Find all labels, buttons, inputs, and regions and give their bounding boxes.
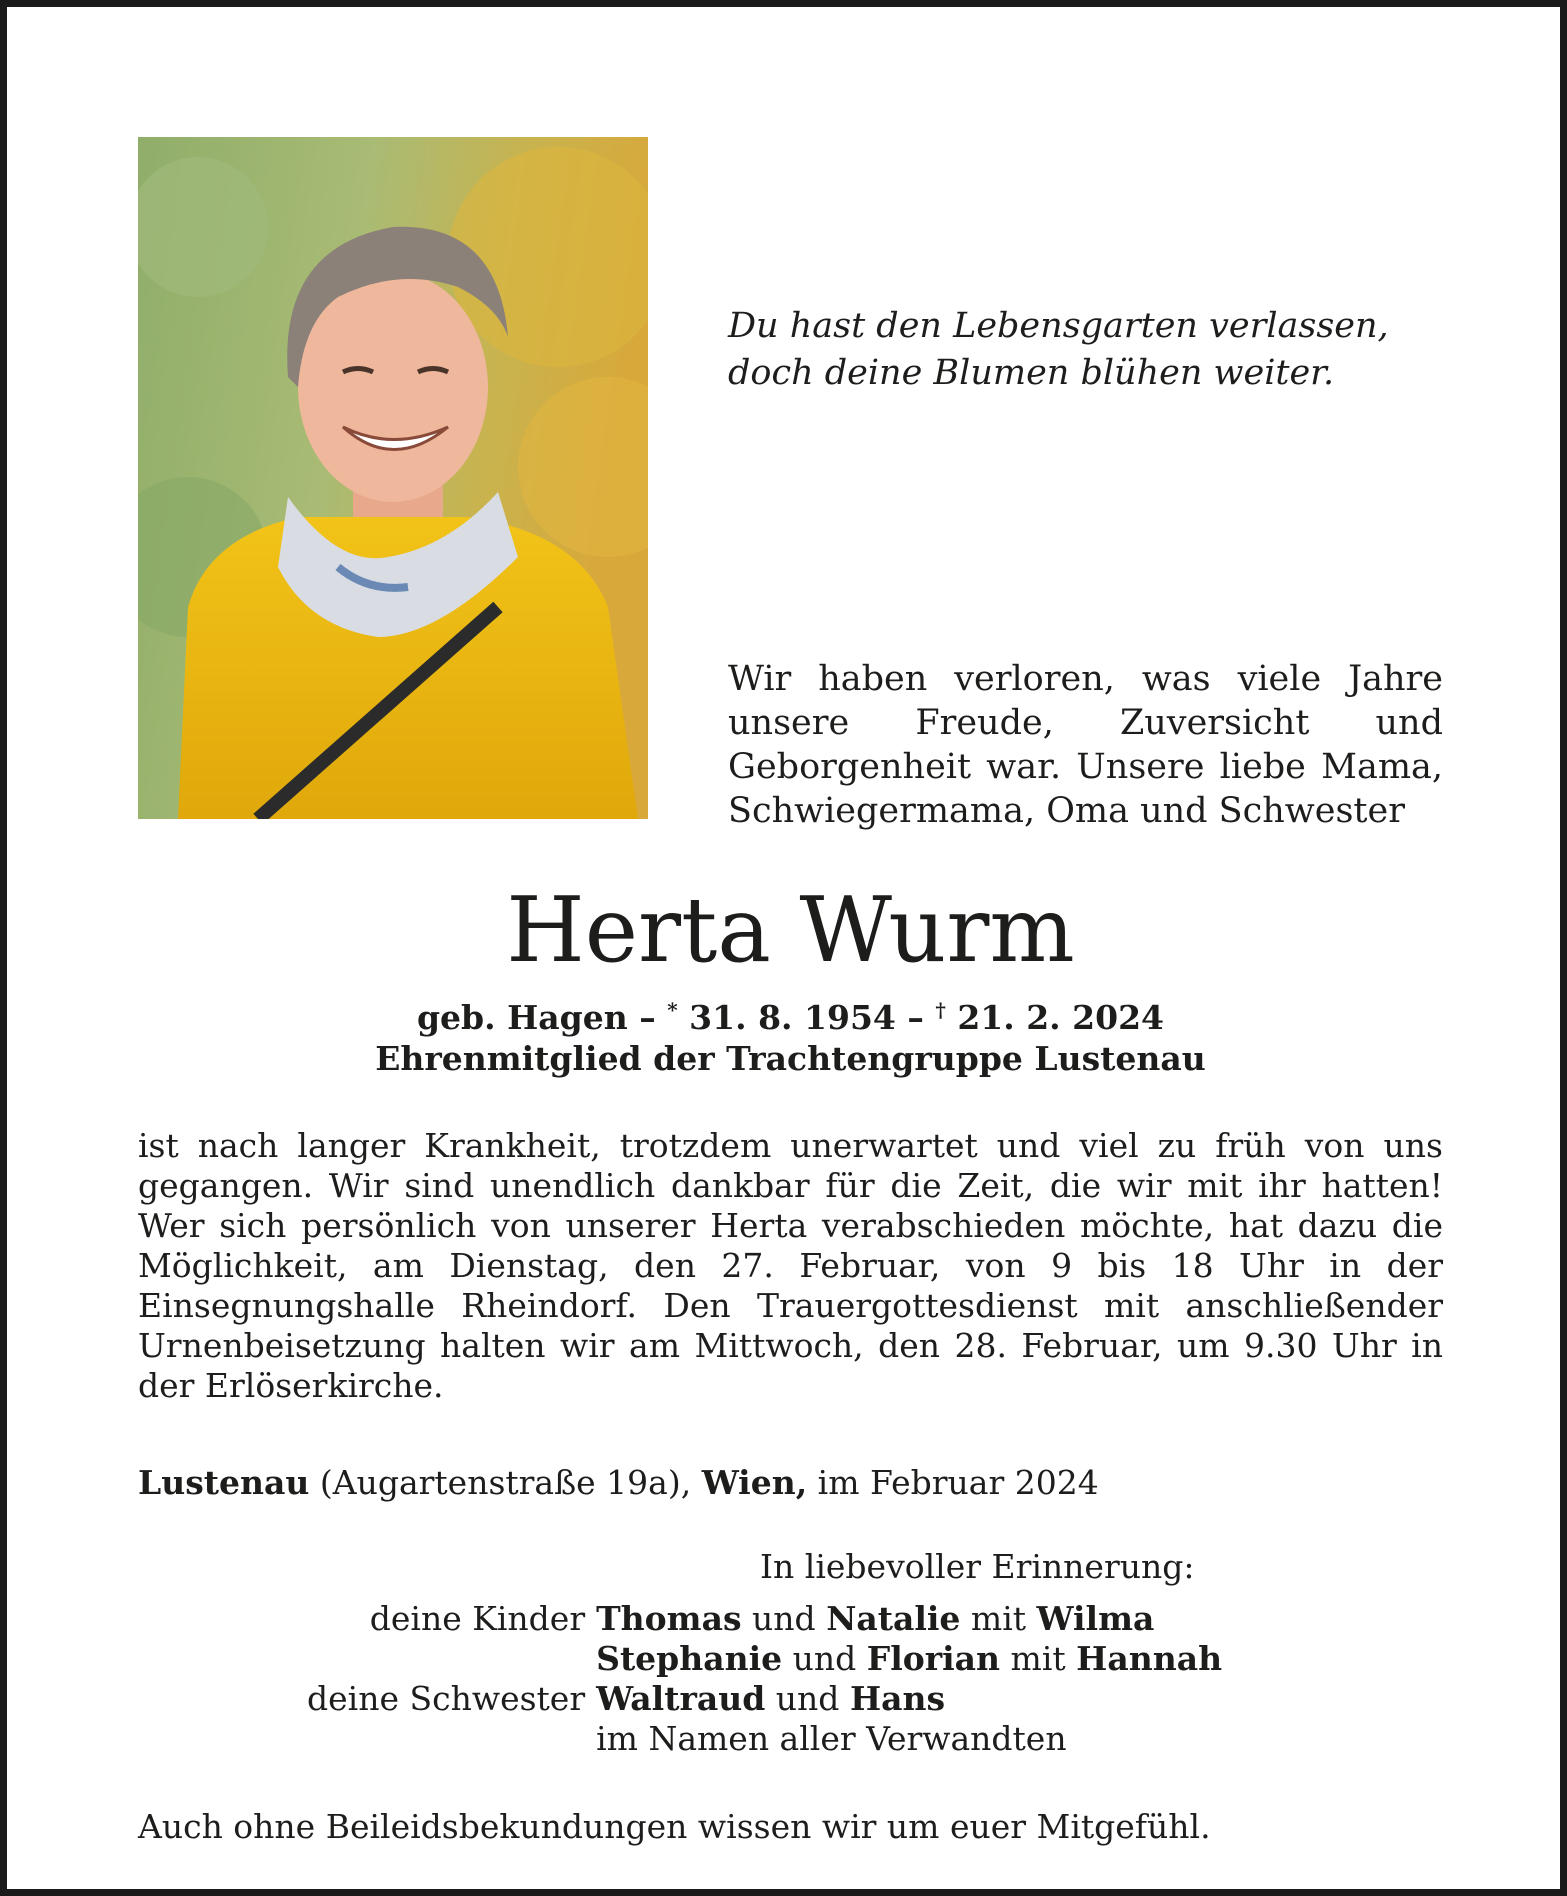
death-date: 21. 2. 2024 bbox=[945, 998, 1165, 1037]
verse-line: Du hast den Lebensgarten verlassen, bbox=[728, 306, 1389, 346]
survivor-names: Waltraud und Hans bbox=[596, 1679, 946, 1718]
survivor-row bbox=[307, 1679, 1222, 1719]
verse-line: doch deine Blumen blühen weiter. bbox=[728, 353, 1335, 393]
birth-symbol: * bbox=[667, 998, 678, 1022]
membership-line: Ehrenmitglied der Trachtengruppe Lustenau bbox=[375, 1039, 1206, 1078]
portrait-icon bbox=[138, 137, 648, 819]
role-sister: deine Schwester bbox=[307, 1679, 586, 1718]
relatives-line: im Namen aller Verwandten bbox=[596, 1719, 1067, 1758]
survivor-names: Thomas und Natalie mit Wilma bbox=[596, 1599, 1155, 1638]
place-date-line bbox=[138, 1463, 1099, 1503]
birth-date: 31. 8. 1954 bbox=[677, 998, 896, 1037]
city-wien: Wien, bbox=[701, 1463, 808, 1502]
portrait-photo bbox=[138, 137, 648, 819]
address: (Augartenstraße 19a), bbox=[309, 1463, 702, 1502]
notice-body: ist nach langer Krankheit, trotzdem unerwartet und viel zu früh von uns gegangen. Wir sind unendlich dankbar für die Zeit, die wir mit ihr hatten! Wer sich persönlich von unserer Herta verabschieden möchte, hat dazu die Möglichkeit, am Dienstag, den 27. Februar, von 9 bis 18 Uhr in der Einsegnungshalle Rheindorf. Den Trauergottesdienst mit anschließender Urnenbeisetzung halten wir am Mittwoch, den 28. Februar, um 9.30 Uhr in der Erlöserkirche. bbox=[138, 1126, 1443, 1405]
deceased-name: Herta Wurm bbox=[506, 878, 1075, 983]
role-children: deine Kinder bbox=[369, 1599, 586, 1638]
intro-text: Wir haben verloren, was viele Jahre unsere Freude, Zuversicht und Geborgenheit war. Unsere liebe Mama, Schwiegermama, Oma und Schwester bbox=[728, 659, 1443, 831]
survivor-row bbox=[307, 1599, 1222, 1639]
life-details bbox=[7, 997, 1567, 1079]
survivor-names: Stephanie und Florian mit Hannah bbox=[596, 1639, 1223, 1678]
survivor-row bbox=[307, 1719, 1222, 1759]
closing-line: Auch ohne Beileidsbekundungen wissen wir um euer Mitgefühl. bbox=[138, 1807, 1211, 1846]
maiden-name: geb. Hagen bbox=[416, 998, 628, 1037]
city-lustenau: Lustenau bbox=[138, 1463, 310, 1502]
survivors-list bbox=[307, 1599, 1222, 1759]
birth-death-line: geb. Hagen – * 31. 8. 1954 – † 21. 2. 2024 bbox=[416, 998, 1165, 1037]
memory-title: In liebevoller Erinnerung: bbox=[760, 1547, 1195, 1586]
death-symbol: † bbox=[935, 998, 946, 1022]
notice-date: im Februar 2024 bbox=[807, 1463, 1099, 1502]
memorial-verse bbox=[728, 303, 1389, 397]
survivor-row bbox=[307, 1639, 1222, 1679]
